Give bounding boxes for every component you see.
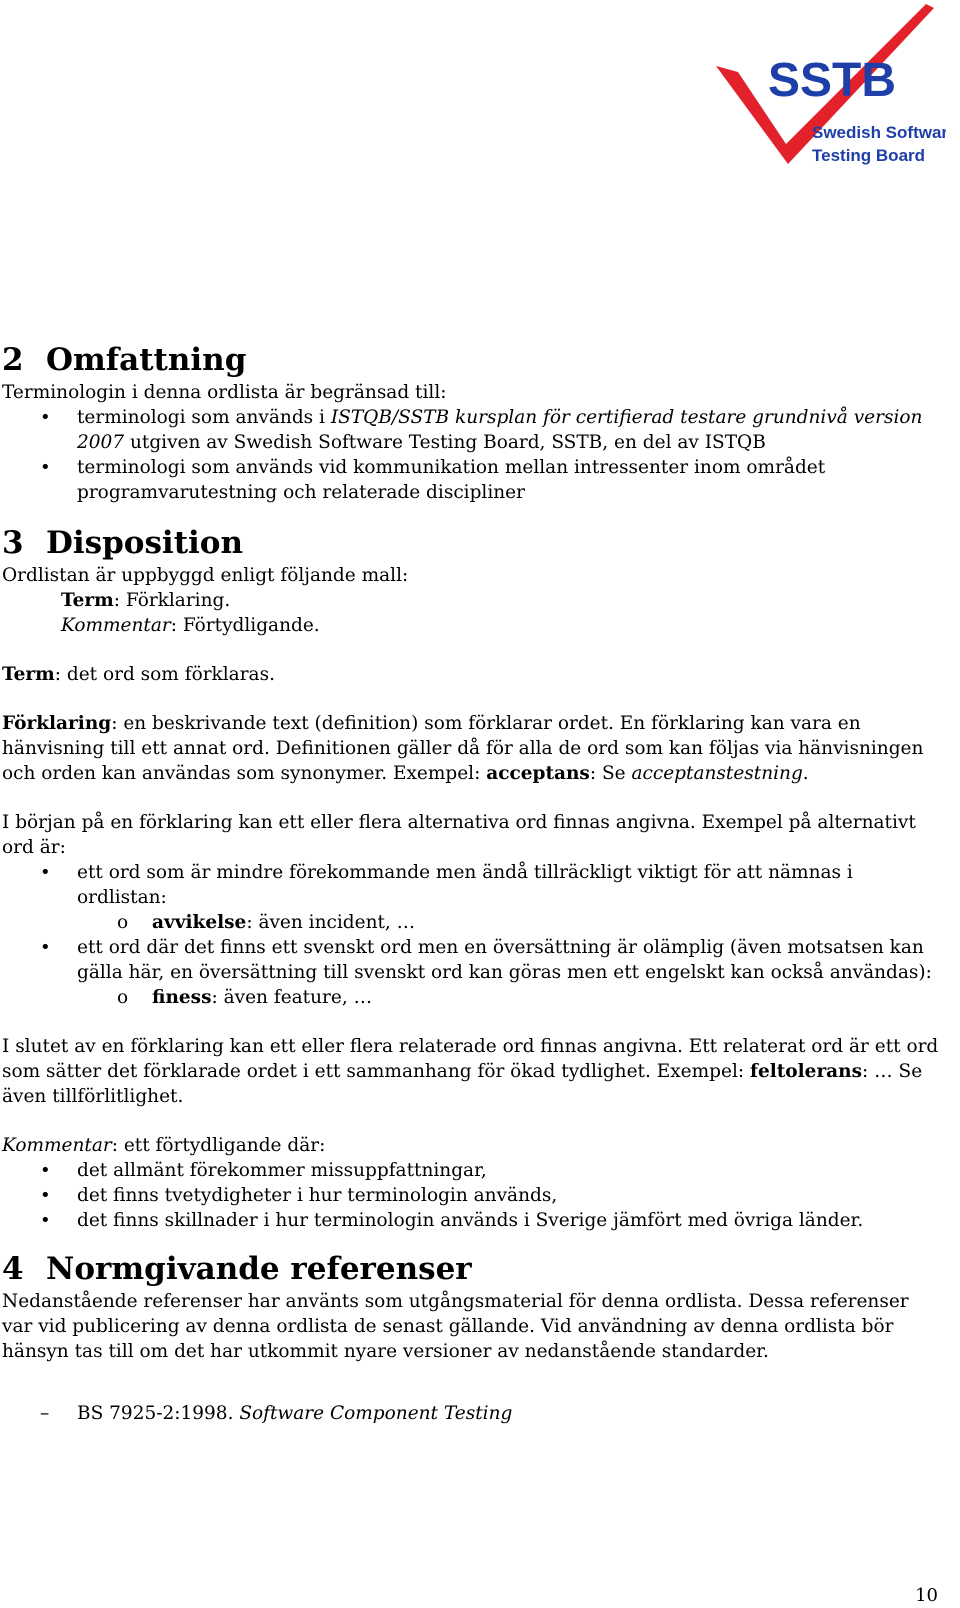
logo-line2: Testing Board: [812, 146, 926, 165]
logo-sstb-text: SSTB: [768, 54, 897, 107]
bullet-icon: [40, 935, 51, 960]
sub-list: [77, 985, 942, 1010]
section-2-heading: [2, 340, 942, 380]
comment-list: [2, 1158, 942, 1233]
section-number: 2: [2, 342, 24, 378]
logo-line1: Swedish Software: [812, 123, 946, 142]
section-number: 3: [2, 525, 24, 561]
sstb-logo: [716, 4, 946, 172]
section-number: 4: [2, 1251, 24, 1287]
bullet-icon: [40, 455, 51, 480]
sstb-logo-graphic: [716, 4, 946, 172]
term-definition: Term: det ord som förklaras.: [2, 664, 275, 685]
template-comment: Kommentar: Förtydligande.: [61, 615, 320, 636]
circle-bullet-icon: o: [117, 912, 129, 933]
alternative-intro: I början på en förklaring kan ett eller flera alternativa ord finnas angivna. Exempel på alternativt ord är:: [2, 812, 916, 858]
bullet-icon: [40, 405, 51, 430]
sub-list-item: o avvikelse: även incident, …: [117, 912, 416, 933]
bullet-icon: [40, 1183, 51, 1208]
list-item: • ett ord som är mindre förekommande men ändå tillräckligt viktigt för att nämnas i ordlistan: o avvikelse: även incident, …: [2, 860, 942, 935]
section-4-intro: Nedanstående referenser har använts som utgångsmaterial för denna ordlista. Dessa referenser var vid publicering av denna ordlista de senast gällande. Vid användning av denna ordlista bör hänsyn tas till om det har utkommit nyare versioner av nedanstående standarder.: [2, 1291, 909, 1362]
bullet-icon: [40, 1158, 51, 1183]
dash-bullet-icon: –: [40, 1403, 50, 1424]
section-2-intro: Terminologin i denna ordlista är begränsad till:: [2, 382, 447, 403]
comment-intro: Kommentar: ett förtydligande där:: [2, 1135, 326, 1156]
template-term: Term: Förklaring.: [61, 590, 231, 611]
list-item: • det finns tvetydigheter i hur terminologin används,: [2, 1183, 942, 1208]
list-item: – BS 7925-2:1998. Software Component Testing: [40, 1403, 513, 1424]
section-title: Disposition: [46, 525, 244, 561]
bullet-icon: [40, 1208, 51, 1233]
page-number: 10: [915, 1585, 938, 1606]
sub-list-item: o finess: även feature, …: [117, 987, 373, 1008]
section-title: Normgivande referenser: [46, 1251, 472, 1287]
scope-list: [2, 405, 942, 505]
section-title: Omfattning: [46, 342, 247, 378]
section-3-heading: [2, 523, 942, 563]
list-item: • terminologi som används i ISTQB/SSTB kursplan för certifierad testare grundnivå version 2007 utgiven av Swedish Software Testing Board, SSTB, en del av ISTQB: [2, 405, 942, 455]
circle-bullet-icon: o: [117, 987, 129, 1008]
explanation-definition: Förklaring: en beskrivande text (definition) som förklarar ordet. En förklaring kan vara en hänvisning till ett annat ord. Definitionen gäller då för alla de ord som kan följas via hänvisningen och orden kan användas som synonymer. Exempel: acceptans: Se acceptanstestning.: [2, 713, 924, 784]
list-item: • terminologi som används vid kommunikation mellan intressenter inom området programvarutestning och relaterade discipliner: [2, 455, 942, 505]
list-item: • ett ord där det finns ett svenskt ord men en översättning är olämplig (även motsatsen kan gälla här, en översättning till svenskt ord kan göras men ett engelskt kan också användas): o finess: även feature, …: [2, 935, 942, 1010]
related-words: I slutet av en förklaring kan ett eller flera relaterade ord finnas angivna. Ett relaterat ord är ett ord som sätter det förklarade ordet i ett sammanhang för ökad tydlighet. Exempel: feltolerans: … Se även tillförlitlighet.: [2, 1036, 939, 1107]
sub-list: [77, 910, 942, 935]
alternative-list: [2, 860, 942, 1010]
list-item: • det allmänt förekommer missuppfattningar,: [2, 1158, 942, 1183]
reference-list: [2, 1401, 942, 1426]
bullet-icon: [40, 860, 51, 885]
section-3-intro: Ordlistan är uppbyggd enligt följande mall:: [2, 565, 409, 586]
section-4-heading: [2, 1249, 942, 1289]
list-item: • det finns skillnader i hur terminologin används i Sverige jämfört med övriga länder.: [2, 1208, 942, 1233]
page-content: [2, 340, 942, 1426]
